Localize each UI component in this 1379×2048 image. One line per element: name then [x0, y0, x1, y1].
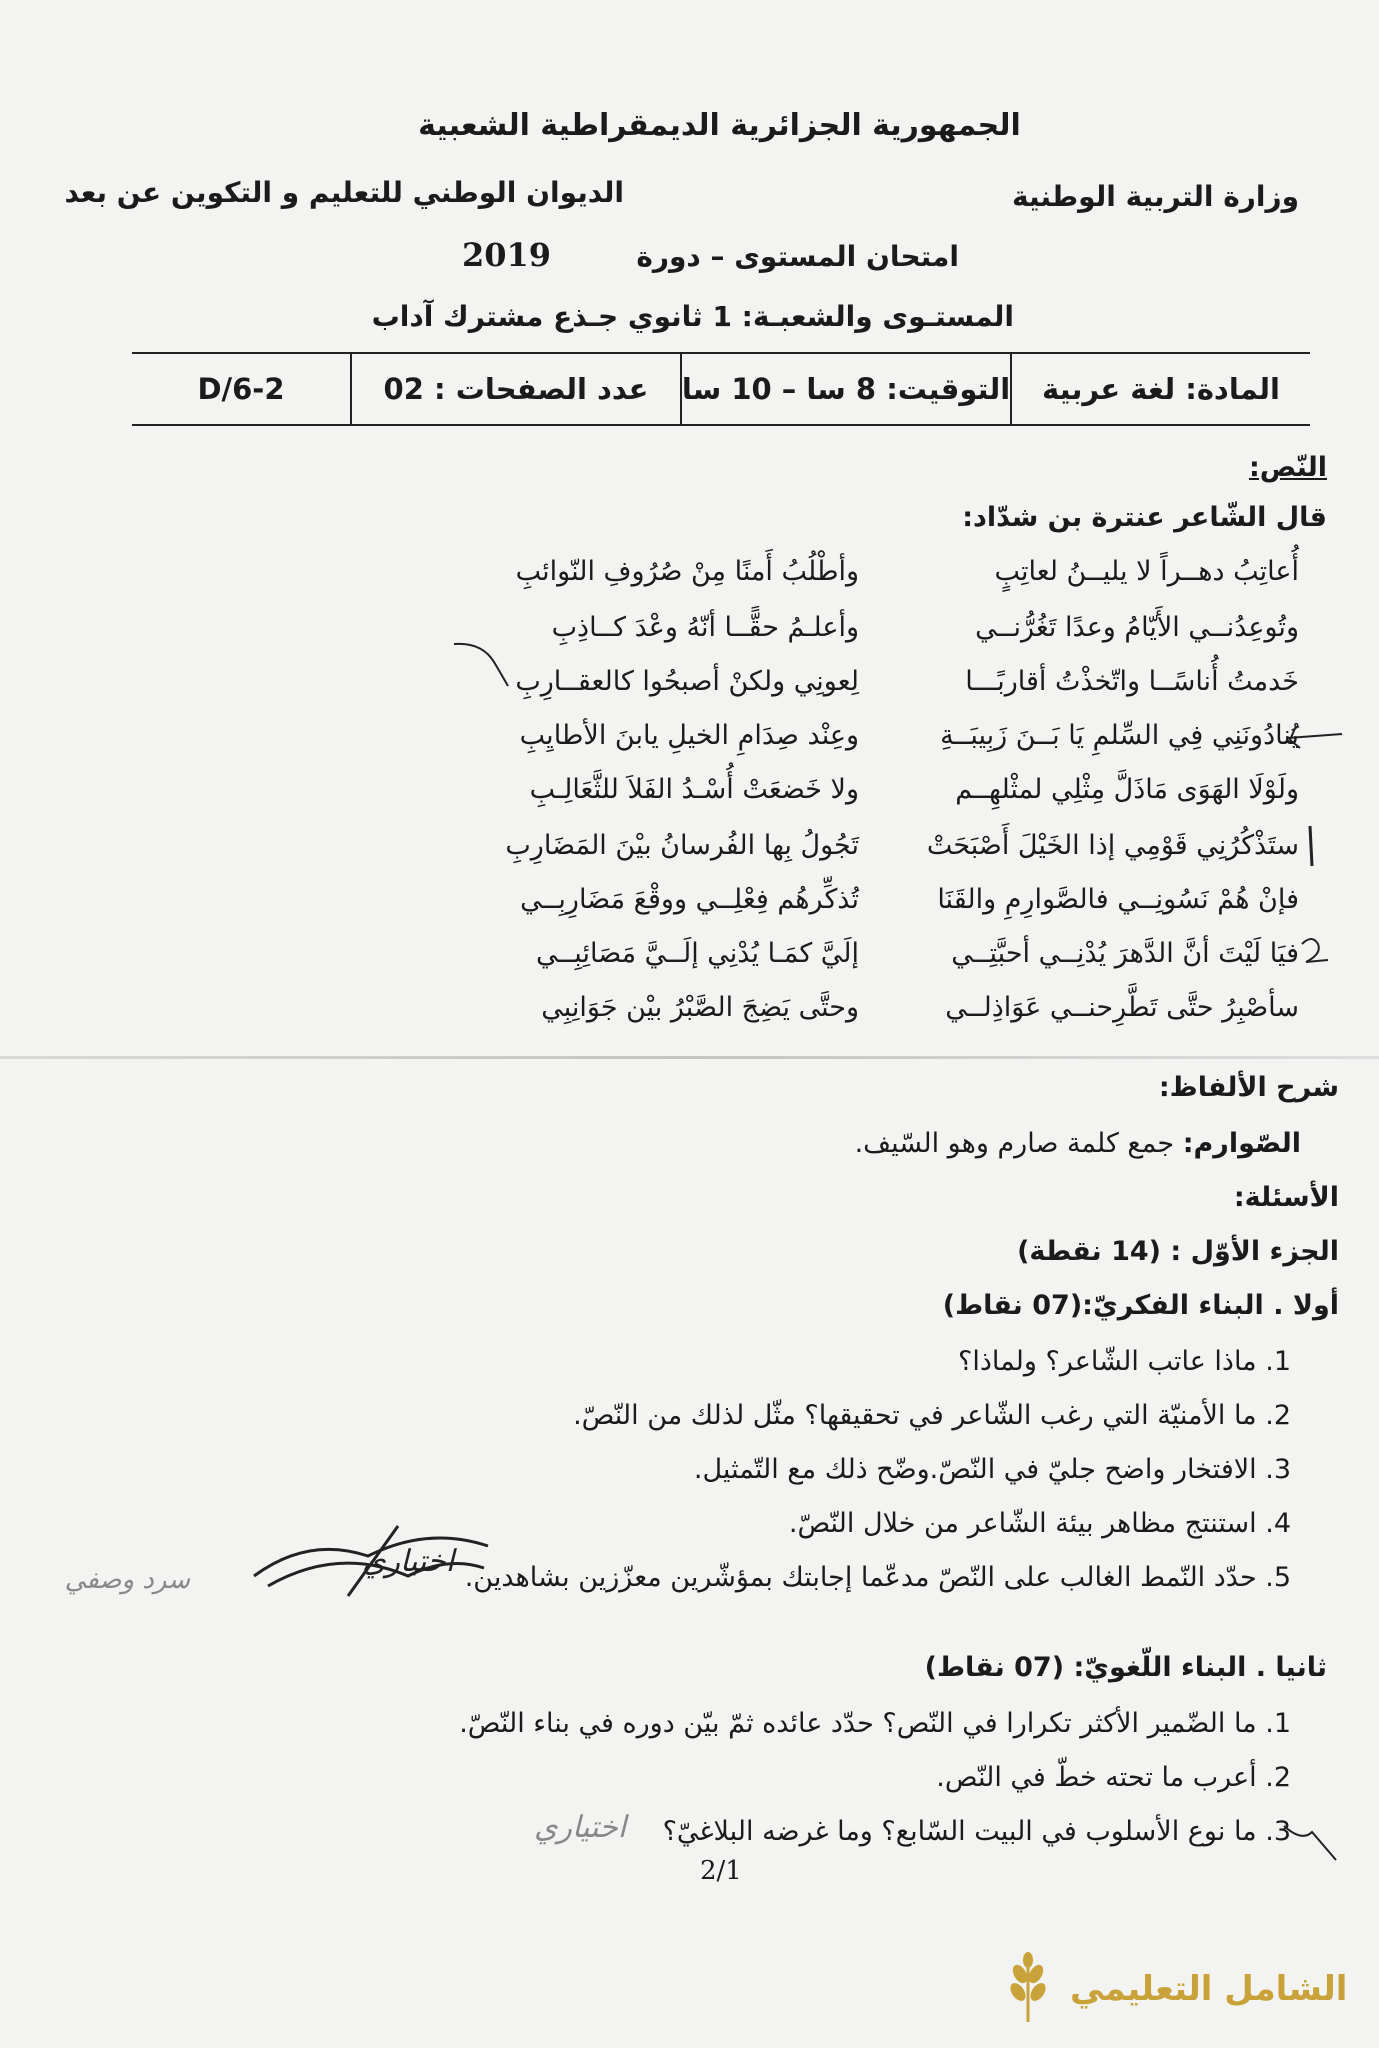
watermark-text: الشامل التعليمي	[1070, 1969, 1348, 2009]
verse-4-first: يُنادُونَنِي فِي السِّلمِ يَا بَــنَ زَبِيبَــةِ	[940, 720, 1299, 751]
ministry-name: وزارة التربية الوطنية	[1011, 180, 1299, 213]
pen-tick-mark	[1282, 1822, 1338, 1862]
level-stream: المستـوى والشعبـة: 1 ثانوي جـذع مشترك آداب	[371, 300, 1014, 333]
republic-title: الجمهورية الجزائرية الديمقراطية الشعبية	[418, 108, 1021, 143]
question-2-3: 3. ما نوع الأسلوب في البيت السّابع؟ وما غرضه البلاغيّ؟	[662, 1816, 1291, 1847]
verse-8-first: فيَا لَيْتَ أنَّ الدَّهرَ يُدْنِــي أحبَّتِــي	[951, 938, 1299, 969]
verse-1-second: وأطْلُبُ أَمنًا مِنْ صُرُوفِ النّوائبِ	[515, 556, 859, 587]
verse-3-second: لِعونِي ولكنْ أصبحُوا كالعقــارِبِ	[515, 666, 859, 697]
verse-9-first: سأصْبِرُ حتَّى تَطَّرِحنــي عَوَاذِلــي	[945, 992, 1299, 1023]
verse-4-second: وعِنْد صِدَامِ الخيلِ يابنَ الأطايِبِ	[519, 720, 859, 751]
verse-9-second: وحتَّى يَضِجَ الصَّبْرُ بيْن جَوَانِبِي	[541, 992, 859, 1023]
section1-title: أولا . البناء الفكريّ:(07 نقاط)	[942, 1290, 1339, 1321]
exam-code: D/6-2	[197, 372, 285, 406]
pen-bracket-mark	[452, 632, 512, 692]
handwritten-note-2: اختياري	[534, 1810, 627, 1845]
verse-6-second: تَجُولُ بِها الفُرسانُ بيْنَ المَضَارِبِ	[505, 830, 859, 861]
watermark	[996, 1952, 1347, 2026]
timing: التوقيت: 8 سا – 10 سا	[681, 372, 1011, 406]
question-2-2: 2. أعرب ما تحته خطّ في النّص.	[936, 1762, 1291, 1793]
paper-fold	[0, 1056, 1379, 1059]
verse-2-second: وأعلـمُ حقًّــا أنّهُ وعْدَ كــاذِبِ	[551, 612, 859, 643]
glossary-entry	[855, 1128, 1301, 1159]
wheat-logo-icon	[996, 1952, 1060, 2026]
exam-title: امتحان المستوى – دورة	[636, 240, 959, 273]
verse-1-first: أُعاتِبُ دهــراً لا يليــنُ لعاتِبٍ	[994, 556, 1299, 587]
pen-stroke-mark	[1300, 824, 1320, 868]
question-2-1: 1. ما الضّمير الأكثر تكرارا في النّص؟ حدّد عائده ثمّ بيّن دوره في بناء النّصّ.	[459, 1708, 1291, 1739]
glossary-title: شرح الألفاظ:	[1158, 1072, 1339, 1103]
handwritten-note-1: اختياري	[362, 1544, 455, 1579]
verse-8-second: إلَيَّ كمَـا يُدْنِي إلَــيَّ مَصَائِبِــي	[535, 938, 859, 969]
subject-cell	[1010, 354, 1310, 424]
part1-title: الجزء الأوّل : (14 نقطة)	[1017, 1236, 1339, 1267]
question-1-3: 3. الافتخار واضح جليّ في النّصّ.وضّح ذلك مع التّمثيل.	[693, 1454, 1291, 1485]
text-title: النّص:	[1248, 452, 1327, 483]
code-cell	[132, 354, 350, 424]
verse-7-first: فإنْ هُمْ نَسُونِــي فالصَّوارِمِ والقَنَا	[937, 884, 1299, 915]
verse-5-second: ولا خَضعَتْ أُسْـدُ الفَلاَ للثَّعَالِـبِ	[529, 774, 859, 805]
text-intro: قال الشّاعر عنترة بن شدّاد:	[962, 502, 1327, 533]
page-number: 2/1	[700, 1856, 742, 1886]
pages-cell	[350, 354, 680, 424]
verse-5-first: ولَوْلَا الهَوَى مَاذَلَّ مِثْلِي لمثْلهِــم	[955, 774, 1299, 805]
timing-cell	[680, 354, 1010, 424]
subject: المادة: لغة عربية	[1042, 372, 1280, 406]
pen-arrow-mark	[1286, 718, 1346, 758]
exam-info-table	[132, 352, 1310, 426]
question-1-1: 1. ماذا عاتب الشّاعر؟ ولماذا؟	[957, 1346, 1291, 1377]
handwritten-note-3: سرد وصفي	[64, 1565, 190, 1595]
exam-year: 2019	[462, 236, 552, 274]
page-count: عدد الصفحات : 02	[383, 372, 649, 406]
glossary-term: الصّوارم:	[1182, 1128, 1301, 1159]
question-1-4: 4. استنتج مظاهر بيئة الشّاعر من خلال النّصّ.	[788, 1508, 1291, 1539]
question-1-2: 2. ما الأمنيّة التي رغب الشّاعر في تحقيقها؟ مثّل لذلك من النّصّ.	[573, 1400, 1291, 1431]
questions-title: الأسئلة:	[1233, 1182, 1339, 1213]
section2-title: ثانيا . البناء اللّغويّ: (07 نقاط)	[924, 1652, 1327, 1683]
glossary-definition: جمع كلمة صارم وهو السّيف.	[854, 1128, 1175, 1159]
verse-3-first: خَدمتُ أُناسًــا واتّخذْتُ أقاربًـــا	[965, 666, 1299, 697]
verse-7-second: تُذكِّرهُم فِعْلِــي ووقْعَ مَضَارِبِــي	[520, 884, 859, 915]
pen-number-mark	[1298, 934, 1334, 968]
verse-6-first: ستَذْكُرُنِي قَوْمِي إذا الخَيْلَ أَصْبَحَتْ	[926, 830, 1299, 861]
question-1-5: 5. حدّد النّمط الغالب على النّصّ مدعّما إجابتك بمؤشّرين معزّزين بشاهدين.	[464, 1562, 1291, 1593]
office-name: الديوان الوطني للتعليم و التكوين عن بعد	[64, 176, 624, 209]
verse-2-first: وتُوعِدُنــي الأَيّامُ وعدًا تَغُرُّنــي	[975, 612, 1299, 643]
